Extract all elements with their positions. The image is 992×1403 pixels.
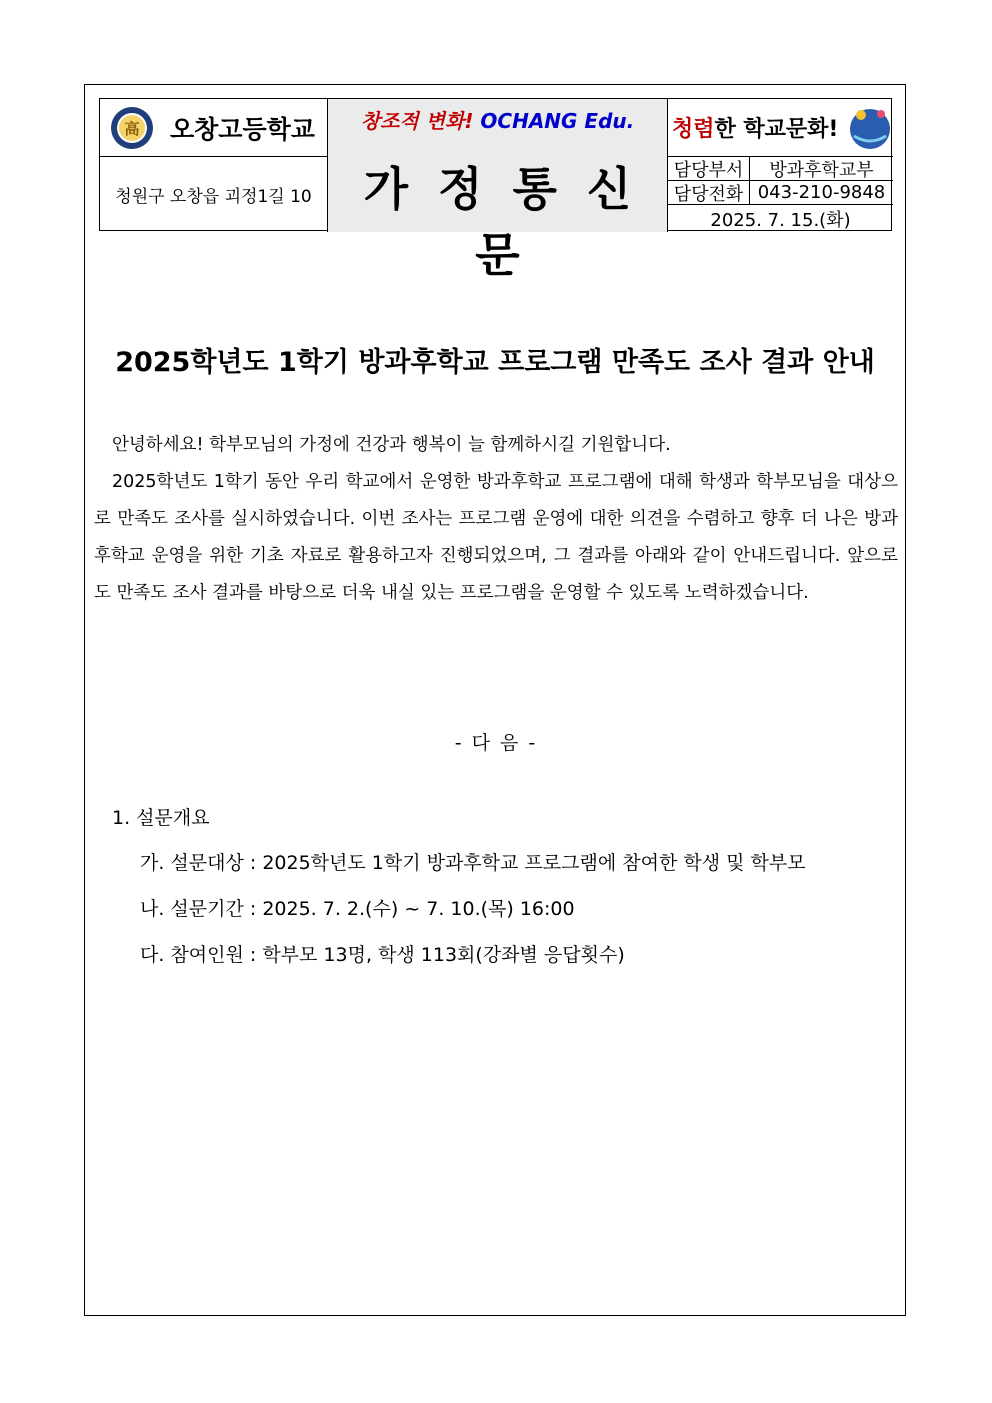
school-name: 오창고등학교: [170, 114, 315, 144]
school-name-cell: [100, 99, 328, 157]
school-logo-char: 高: [124, 119, 140, 138]
school-logo-icon: [110, 106, 154, 150]
list-item: 가. 설문대상 : 2025학년도 1학기 방과후학교 프로그램에 참여한 학생 및 학부모: [140, 852, 806, 874]
integrity-slogan-cell: [668, 99, 893, 157]
integrity-word: 청렴: [672, 117, 715, 142]
dept-label: 담당부서: [668, 157, 750, 181]
integrity-rest: 한 학교문화!: [714, 117, 839, 142]
integrity-logo-icon: [848, 106, 892, 150]
slogan-english: OCHANG Edu.: [480, 109, 635, 133]
document-title: 2025학년도 1학기 방과후학교 프로그램 만족도 조사 결과 안내: [115, 347, 875, 378]
integrity-slogan: [672, 112, 838, 143]
slogan: [328, 105, 667, 134]
survey-overview-list: [140, 848, 806, 986]
newsletter-title: 가정통신문: [363, 162, 662, 282]
following-label: - 다 음 -: [454, 732, 536, 754]
slogan-korean: 창조적 변화!: [360, 109, 474, 133]
greeting-paragraph: 안녕하세요! 학부모님의 가정에 건강과 행복이 늘 함께하시길 기원합니다.: [112, 435, 671, 455]
intro-paragraph: 2025학년도 1학기 동안 우리 학교에서 운영한 방과후학교 프로그램에 대해 학생과 학부모님을 대상으로 만족도 조사를 실시하였습니다. 이번 조사는 프로그램 운영에 대한 의견을 수렴하고 향후 더 나은 방과후학교 운영을 위한 기초 자료로 활용하고자 진행되었으며, 그 결과를 아래와 같이 안내드립니다. 앞으로도 만족도 조사 결과를 바탕으로 더욱 내실 있는 프로그램을 운영할 수 있도록 노력하겠습니다.: [94, 472, 898, 603]
list-item: 나. 설문기간 : 2025. 7. 2.(수) ~ 7. 10.(목) 16:00: [140, 898, 575, 920]
title-cell: [328, 99, 668, 282]
letterhead-table: [99, 98, 892, 282]
section-heading: 1. 설문개요: [112, 807, 210, 829]
body-text: [94, 427, 898, 612]
dept-value: 방과후학교부: [750, 157, 893, 181]
phone-label: 담당전화: [668, 181, 750, 205]
school-address: 청원구 오창읍 괴정1길 10: [100, 157, 328, 232]
issue-date: 2025. 7. 15.(화): [710, 209, 851, 231]
list-item: 다. 참여인원 : 학부모 13명, 학생 113회(강좌별 응답횟수): [140, 944, 625, 966]
phone-value: 043-210-9848: [750, 181, 893, 205]
